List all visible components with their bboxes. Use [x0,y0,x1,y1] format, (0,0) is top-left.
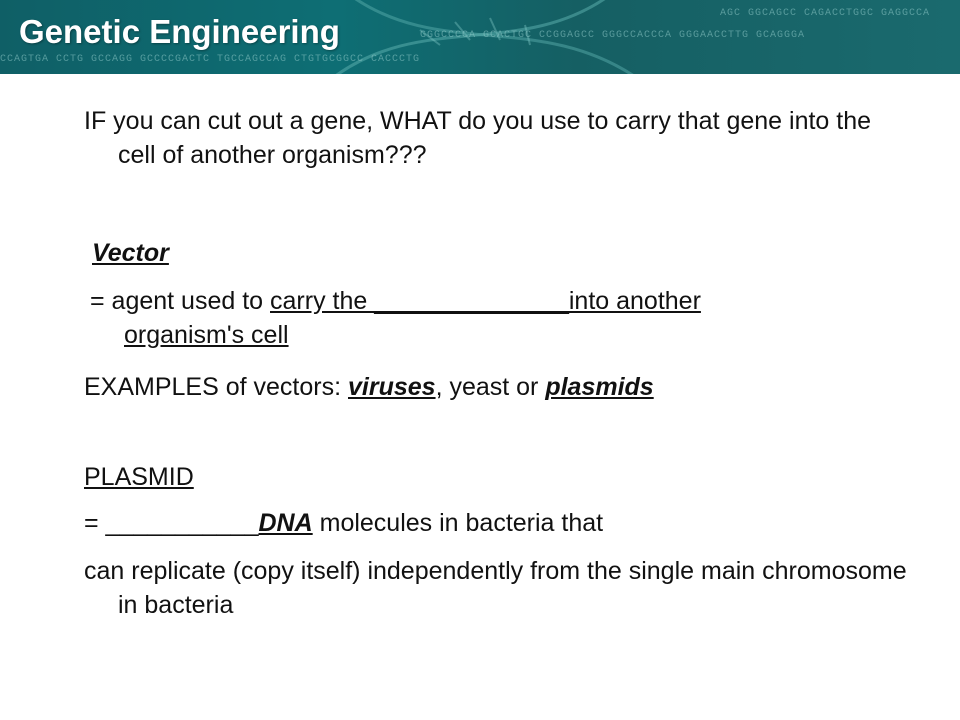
vector-def-line1: carry the ______________into another [270,287,701,315]
title-banner [0,0,960,74]
examples-viruses: viruses [348,373,436,401]
plasmid-term: PLASMID [84,463,194,491]
vector-def-line2: organism's cell [124,321,289,349]
sequence-line: AGC GGCAGCC CAGACCTGGC GAGGCCA [720,8,931,19]
plasmid-dna: DNA [258,509,313,537]
vector-definition [90,284,914,352]
plasmid-def-prefix: = ___________ [84,509,259,537]
vector-term: Vector [92,239,169,267]
plasmid-description: can replicate (copy itself) independently from the single main chromosome in bacteria [84,557,907,619]
page-title: Genetic Engineering [19,13,340,50]
vector-heading [92,236,169,270]
sequence-line: GGGCCCCA GCACTGC CCGGAGCC GGGCCACCCA GGGAACCTTG GCAGGGA [420,30,806,41]
examples-mid: , yeast or [435,373,546,401]
examples-line [84,370,654,404]
examples-prefix: EXAMPLES of vectors: [84,373,348,401]
sequence-line: CCAGTGA CCTG GCCAGG GCCCCGACTC TGCCAGCCAG CTGTGCGGCC CACCCTG [0,54,421,65]
plasmid-heading [84,460,194,494]
question-paragraph: IF you can cut out a gene, WHAT do you use to carry that gene into the cell of another organism??? [84,107,872,169]
plasmid-def-suffix: molecules in bacteria that [312,509,604,537]
plasmid-definition [84,506,603,540]
examples-plasmids: plasmids [545,373,654,401]
vector-def-prefix: = agent used to [90,287,271,315]
